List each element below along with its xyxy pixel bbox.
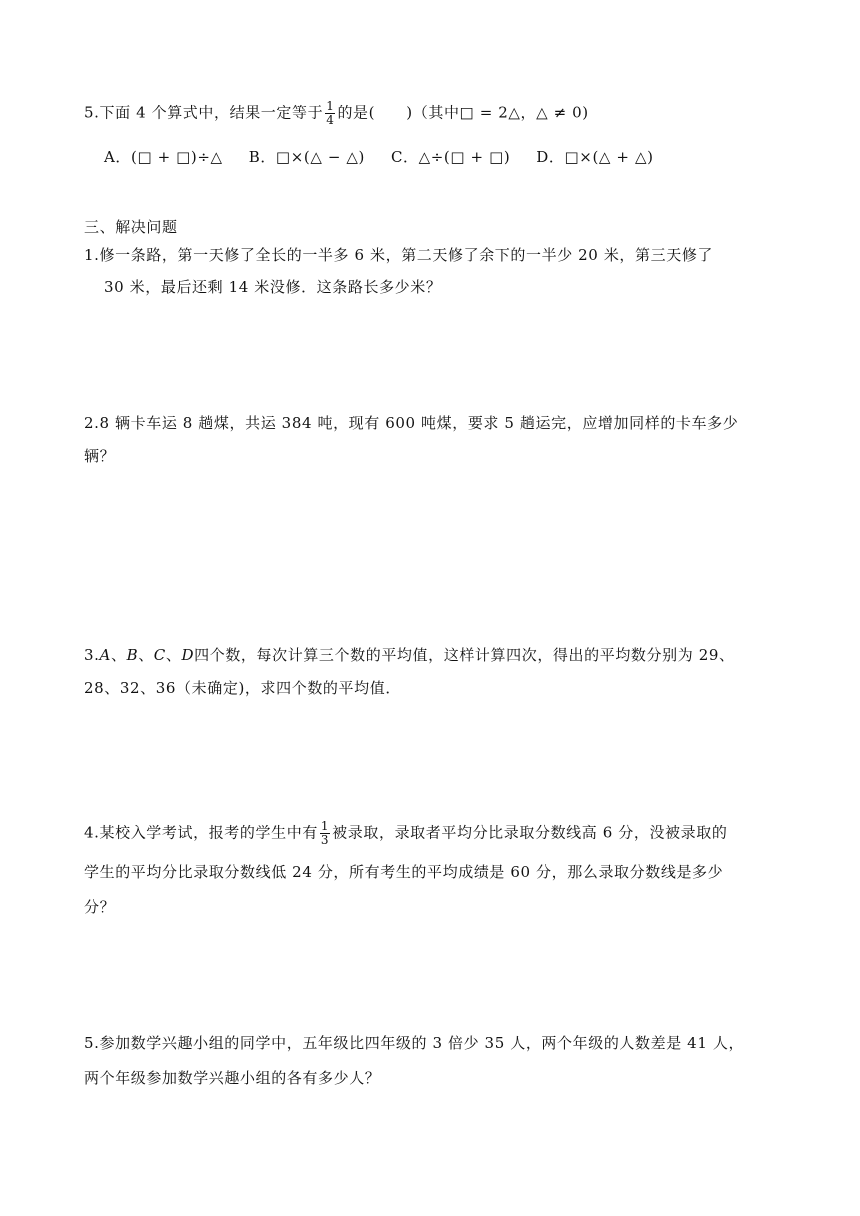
separator: 、 [138,646,154,664]
problem-3-number: 3. [84,646,100,664]
problem-5-line-1: 5.参加数学兴趣小组的同学中，五年级比四年级的 3 倍少 35 人，两个年级的人数差是 41 人， [84,1034,745,1052]
problem-2-line-1: 2.8 辆卡车运 8 趟煤，共运 384 吨，现有 600 吨煤，要求 5 趟运完，应增加同样的卡车多少 [84,414,739,432]
problem-5-line-2: 两个年级参加数学兴趣小组的各有多少人？ [84,1069,381,1087]
question-5-stem [84,100,589,127]
fraction-one-third [320,820,330,847]
problem-3-text: 四个数，每次计算三个数的平均值，这样计算四次，得出的平均数分别为 29、 [194,646,735,664]
fraction-one-quarter [325,100,335,127]
separator: 、 [165,646,182,664]
problem-4-line-3: 分？ [84,898,116,916]
problem-3-line-1 [84,644,735,666]
section-title: 三、解决问题 [84,218,178,236]
fraction-numerator: 1 [326,99,335,113]
problem-1-line-1: 1.修一条路，第一天修了全长的一半多 6 米，第二天修了余下的一半少 20 米，第三天修了 [84,246,714,264]
fraction-denominator: 3 [320,833,330,847]
variable-d: D [181,646,195,664]
variable-a: A [99,646,111,664]
question-5-suffix: 的是( )（其中□ = 2△，△ ≠ 0) [337,103,589,122]
problem-4-line-1 [84,820,727,847]
option-b[interactable]: B．□×(△ − △) [248,148,365,166]
problem-2-line-2: 辆？ [84,447,116,465]
problem-4-line-2: 学生的平均分比录取分数线低 24 分，所有考生的平均成绩是 60 分，那么录取分数线是多少 [84,863,724,881]
option-d[interactable]: D．□×(△ + △) [536,148,654,166]
variable-b: B [126,646,139,664]
problem-1-line-2: 30 米，最后还剩 14 米没修．这条路长多少米？ [104,278,442,296]
question-5-prefix: 5.下面 4 个算式中，结果一定等于 [84,103,324,122]
problem-3-line-2: 28、32、36（未确定)，求四个数的平均值． [84,679,401,697]
problem-4-text: 被录取，录取者平均分比录取分数线高 6 分，没被录取的 [332,823,728,842]
variable-c: C [153,646,166,664]
question-5-options [104,146,680,168]
option-a[interactable]: A．(□ + □)÷△ [104,148,223,166]
option-c[interactable]: C．△÷(□ + □) [390,148,511,166]
separator: 、 [110,646,127,664]
problem-4-prefix: 4.某校入学考试，报考的学生中有 [84,823,318,842]
fraction-denominator: 4 [326,113,335,127]
fraction-numerator: 1 [320,819,330,833]
